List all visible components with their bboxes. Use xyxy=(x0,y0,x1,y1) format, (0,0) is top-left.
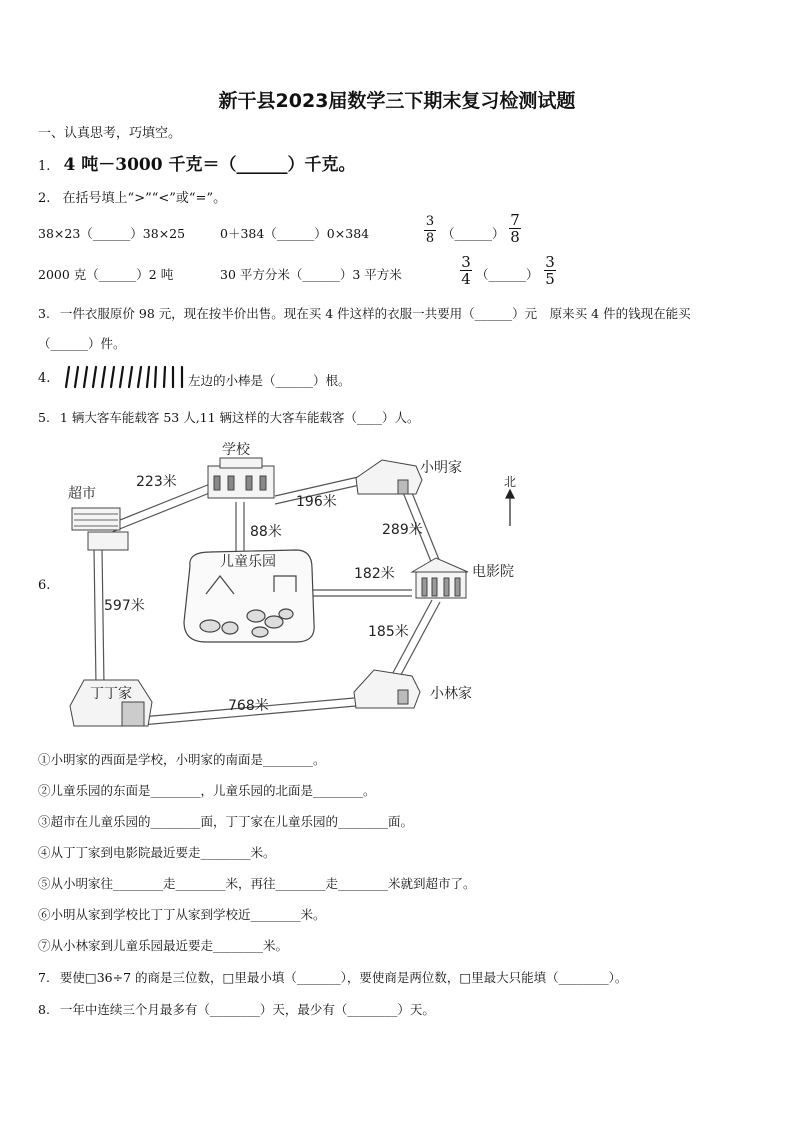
denominator: 8 xyxy=(510,228,520,246)
distance-label: 289米 xyxy=(382,522,423,538)
question-2 xyxy=(38,187,226,206)
question-1 xyxy=(38,150,355,175)
distance-label: 768米 xyxy=(228,698,269,714)
road-park-cinema xyxy=(310,590,412,596)
numerator: 3 xyxy=(545,253,555,271)
label-school: 学校 xyxy=(222,442,250,458)
compare-blank: （______） xyxy=(476,267,539,282)
house-icon xyxy=(354,670,420,708)
sticks-image xyxy=(60,364,188,390)
question-7 xyxy=(38,968,627,986)
compare-item: 2000 克（______）2 吨 xyxy=(38,267,174,282)
distance-label: 185米 xyxy=(368,624,409,640)
supermarket-icon xyxy=(72,508,128,550)
label-cinema: 电影院 xyxy=(472,564,514,580)
compare-blank: （______） xyxy=(442,226,505,241)
page-title: 新干县2023届数学三下期末复习检测试题 xyxy=(218,90,576,112)
sub-question: ②儿童乐园的东面是________，儿童乐园的北面是________。 xyxy=(38,783,376,798)
question-number: 7. xyxy=(38,970,50,985)
question-text: 4 吨－3000 千克＝（______）千克。 xyxy=(63,155,356,175)
question-8 xyxy=(38,1000,435,1018)
question-number: 4. xyxy=(38,371,51,386)
house-icon xyxy=(356,460,422,494)
question-number: 5. xyxy=(38,410,50,425)
fraction xyxy=(424,214,436,247)
north-arrow-icon xyxy=(506,490,514,526)
question-3-line2: （______）件。 xyxy=(38,336,126,351)
compare-item: 38×23（______）38×25 xyxy=(38,226,186,241)
label-xiaoming-home: 小明家 xyxy=(420,460,462,476)
distance-label: 223米 xyxy=(136,474,177,490)
question-text: 在括号填上“>”“<”或“=”。 xyxy=(62,191,227,206)
compare-item: 30 平方分米（______）3 平方米 xyxy=(220,267,402,282)
compare-item: 0＋384（______）0×384 xyxy=(220,226,370,241)
label-north: 北 xyxy=(504,475,517,489)
label-park: 儿童乐园 xyxy=(220,554,276,570)
road-school-park xyxy=(236,502,244,556)
school-icon xyxy=(208,458,274,498)
denominator: 4 xyxy=(461,270,471,288)
question-3 xyxy=(38,304,691,322)
denominator: 8 xyxy=(425,231,435,246)
label-dingding-home: 丁丁家 xyxy=(90,686,132,702)
numerator: 7 xyxy=(510,211,520,229)
denominator: 5 xyxy=(545,270,555,288)
question-5 xyxy=(38,408,420,426)
distance-label: 597米 xyxy=(104,598,145,614)
fraction xyxy=(509,212,521,245)
sub-question: ④从丁丁家到电影院最近要走________米。 xyxy=(38,845,276,860)
question-number: 2. xyxy=(38,191,51,206)
sub-question: ⑤从小明家往________走________米，再往________走________米就到超市了。 xyxy=(38,876,476,891)
numerator: 3 xyxy=(461,253,471,271)
question-number: 1. xyxy=(38,159,51,174)
numerator: 3 xyxy=(425,214,435,229)
section-heading: 一、认真思考，巧填空。 xyxy=(38,126,182,141)
distance-label: 196米 xyxy=(296,494,337,510)
question-text: 1 辆大客车能载客 53 人,11 辆这样的大客车能载客（____）人。 xyxy=(59,410,420,425)
question-text: 要使□36÷7 的商是三位数，□里最小填（_______），要使商是两位数，□里最大只能填（________）。 xyxy=(59,970,628,985)
question-text: 一件衣服原价 98 元，现在按半价出售。现在买 4 件这样的衣服一共要用（______）元 原来买 4 件的钱现在能买 xyxy=(59,306,691,321)
question-number: 8. xyxy=(38,1002,50,1017)
question-text: 一年中连续三个月最多有（________）天，最少有（________）天。 xyxy=(59,1002,435,1017)
map-figure xyxy=(60,436,540,736)
label-supermarket: 超市 xyxy=(68,486,96,502)
label-xiaolin-home: 小林家 xyxy=(430,686,472,702)
road-supermarket-dingding xyxy=(94,548,104,686)
distance-label: 88米 xyxy=(250,524,282,540)
fraction xyxy=(460,254,472,287)
sub-question: ⑦从小林家到儿童乐园最近要走________米。 xyxy=(38,938,289,953)
sub-question: ③超市在儿童乐园的________面，丁丁家在儿童乐园的________面。 xyxy=(38,814,414,829)
fraction xyxy=(544,254,556,287)
question-text: 左边的小棒是（______）根。 xyxy=(188,373,351,388)
question-number: 3. xyxy=(38,306,50,321)
sub-question: ⑥小明从家到学校比丁丁从家到学校近________米。 xyxy=(38,907,326,922)
cinema-icon xyxy=(412,558,468,598)
distance-label: 182米 xyxy=(354,566,395,582)
road-cinema-xiaolin xyxy=(388,600,440,684)
sub-question: ①小明家的西面是学校，小明家的南面是________。 xyxy=(38,752,326,767)
question-number: 6. xyxy=(38,578,51,593)
